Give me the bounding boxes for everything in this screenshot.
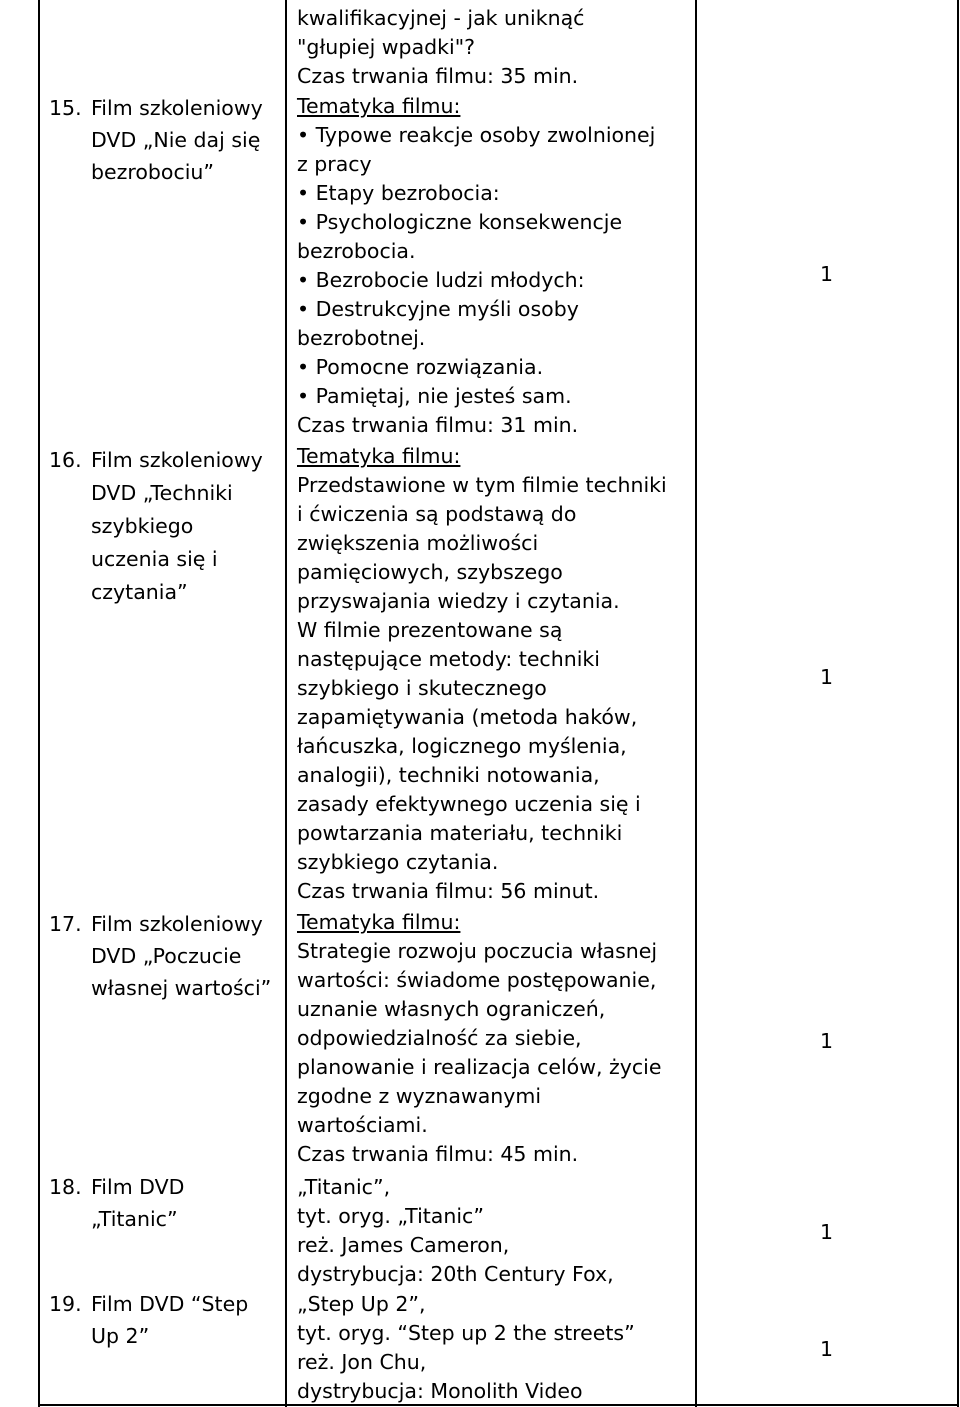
continuation-text-line: "głupiej wpadki"? — [297, 35, 476, 59]
description-line: Czas trwania filmu: 45 min. — [297, 1142, 579, 1166]
description-line: wartości: świadome postępowanie, — [297, 968, 657, 992]
description-line: Czas trwania filmu: 56 minut. — [297, 879, 600, 903]
description-line: łańcuszka, logicznego myślenia, — [297, 734, 627, 758]
description-line: tyt. oryg. “Step up 2 the streets” — [297, 1321, 635, 1345]
description-line: przyswajania wiedzy i czytania. — [297, 589, 620, 613]
description-line: pamięciowych, szybszego — [297, 560, 563, 584]
film-title-line: czytania” — [91, 580, 188, 604]
continuation-text-line: Czas trwania filmu: 35 min. — [297, 64, 579, 88]
description-line: następujące metody: techniki — [297, 647, 600, 671]
description-line: reż. James Cameron, — [297, 1233, 510, 1257]
film-title-line: Film DVD — [91, 1175, 185, 1199]
table-right-border — [957, 0, 959, 1407]
film-title-line: szybkiego — [91, 514, 194, 538]
description-line: powtarzania materiału, techniki — [297, 821, 623, 845]
film-title-line: Film DVD “Step — [91, 1292, 249, 1316]
description-line: Czas trwania filmu: 31 min. — [297, 413, 579, 437]
row-number: 17. — [49, 912, 82, 936]
description-line: planowanie i realizacja celów, życie — [297, 1055, 662, 1079]
row-number: 15. — [49, 96, 82, 120]
description-line: zasady efektywnego uczenia się i — [297, 792, 641, 816]
film-title-line: Film szkoleniowy — [91, 448, 263, 472]
film-title-line: własnej wartości” — [91, 976, 272, 1000]
quantity-value: 1 — [820, 262, 834, 286]
description-line: zgodne z wyznawanymi — [297, 1084, 542, 1108]
description-line: • Etapy bezrobocia: — [297, 181, 500, 205]
quantity-value: 1 — [820, 665, 834, 689]
description-line: z pracy — [297, 152, 372, 176]
row-number: 19. — [49, 1292, 82, 1316]
description-line: szybkiego czytania. — [297, 850, 499, 874]
col-divider-description — [695, 0, 697, 1407]
film-title-line: Film szkoleniowy — [91, 912, 263, 936]
description-line: bezrobotnej. — [297, 326, 426, 350]
description-line: • Destrukcyjne myśli osoby — [297, 297, 579, 321]
description-line: bezrobocia. — [297, 239, 416, 263]
description-line: i ćwiczenia są podstawą do — [297, 502, 577, 526]
film-title-line: Film szkoleniowy — [91, 96, 263, 120]
description-line: • Typowe reakcje osoby zwolnionej — [297, 123, 656, 147]
film-title-line: Up 2” — [91, 1324, 150, 1348]
description-line: „Step Up 2”, — [297, 1292, 426, 1316]
description-line: szybkiego i skutecznego — [297, 676, 547, 700]
description-line: Strategie rozwoju poczucia własnej — [297, 939, 658, 963]
film-title-line: „Titanic” — [91, 1207, 178, 1231]
table-left-border — [38, 0, 40, 1407]
description-line: • Pomocne rozwiązania. — [297, 355, 544, 379]
film-title-line: uczenia się i — [91, 547, 218, 571]
description-line: dystrybucja: Monolith Video — [297, 1379, 583, 1403]
description-line: Przedstawione w tym filmie techniki — [297, 473, 667, 497]
col-divider-title — [285, 0, 287, 1407]
description-line: zwiększenia możliwości — [297, 531, 539, 555]
description-line: reż. Jon Chu, — [297, 1350, 427, 1374]
description-line: tyt. oryg. „Titanic” — [297, 1204, 484, 1228]
description-line: wartościami. — [297, 1113, 428, 1137]
description-line: Tematyka filmu: — [297, 94, 461, 118]
description-line: uznanie własnych ograniczeń, — [297, 997, 606, 1021]
description-line: analogii), techniki notowania, — [297, 763, 600, 787]
description-line: Tematyka filmu: — [297, 444, 461, 468]
quantity-value: 1 — [820, 1337, 834, 1361]
film-title-line: DVD „Techniki — [91, 481, 233, 505]
description-line: „Titanic”, — [297, 1175, 391, 1199]
description-line: • Bezrobocie ludzi młodych: — [297, 268, 585, 292]
quantity-value: 1 — [820, 1029, 834, 1053]
row-number: 16. — [49, 448, 82, 472]
description-line: odpowiedzialność za siebie, — [297, 1026, 582, 1050]
film-title-line: DVD „Poczucie — [91, 944, 242, 968]
quantity-value: 1 — [820, 1220, 834, 1244]
description-line: • Pamiętaj, nie jesteś sam. — [297, 384, 572, 408]
description-line: Tematyka filmu: — [297, 910, 461, 934]
film-title-line: bezrobociu” — [91, 160, 215, 184]
continuation-text-line: kwalifikacyjnej - jak uniknąć — [297, 6, 585, 30]
description-line: • Psychologiczne konsekwencje — [297, 210, 623, 234]
row-number: 18. — [49, 1175, 82, 1199]
description-line: zapamiętywania (metoda haków, — [297, 705, 638, 729]
description-line: W filmie prezentowane są — [297, 618, 563, 642]
description-line: dystrybucja: 20th Century Fox, — [297, 1262, 614, 1286]
film-title-line: DVD „Nie daj się — [91, 128, 261, 152]
